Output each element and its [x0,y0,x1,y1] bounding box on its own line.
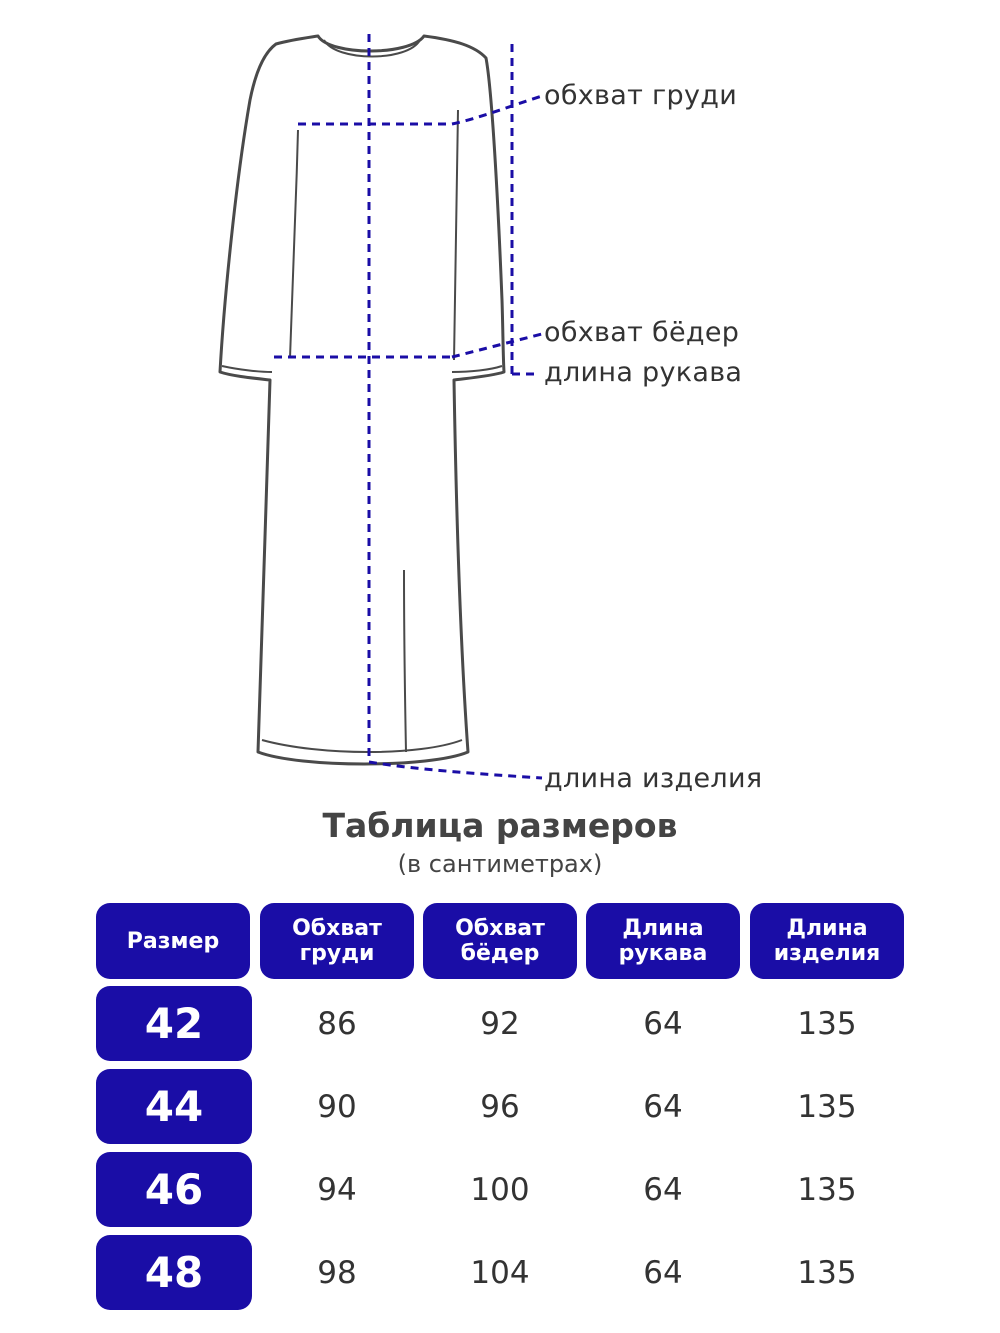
table-subtitle: (в сантиметрах) [397,850,603,878]
chest-cell: 90 [317,1088,357,1125]
chest-cell: 94 [317,1171,357,1208]
sleeve-cell: 64 [643,1088,683,1125]
sleeve-label: длина рукава [544,357,743,388]
chest-label: обхват груди [544,80,738,111]
length-cell: 135 [797,1088,857,1125]
hips-label: обхват бёдер [544,317,740,348]
length-cell: 135 [797,1005,857,1042]
header-length: Длина изделия [750,903,904,979]
table-title: Таблица размеров [322,806,678,845]
hips-cell: 100 [470,1171,530,1208]
size-badge: 42 [96,986,252,1061]
length-cell: 135 [797,1171,857,1208]
length-cell: 135 [797,1254,857,1291]
chest-cell: 98 [317,1254,357,1291]
sleeve-cell: 64 [643,1171,683,1208]
chest-cell: 86 [317,1005,357,1042]
length-label: длина изделия [544,763,763,794]
dress-outline [220,36,504,764]
size-badge: 44 [96,1069,252,1144]
sleeve-cell: 64 [643,1254,683,1291]
size-badge: 46 [96,1152,252,1227]
hips-cell: 92 [480,1005,520,1042]
header-sleeve: Длина рукава [586,903,740,979]
hips-cell: 96 [480,1088,520,1125]
header-chest: Обхват груди [260,903,414,979]
hips-cell: 104 [470,1254,530,1291]
sleeve-cell: 64 [643,1005,683,1042]
header-hips: Обхват бёдер [423,903,577,979]
header-size: Размер [96,903,250,979]
size-badge: 48 [96,1235,252,1310]
